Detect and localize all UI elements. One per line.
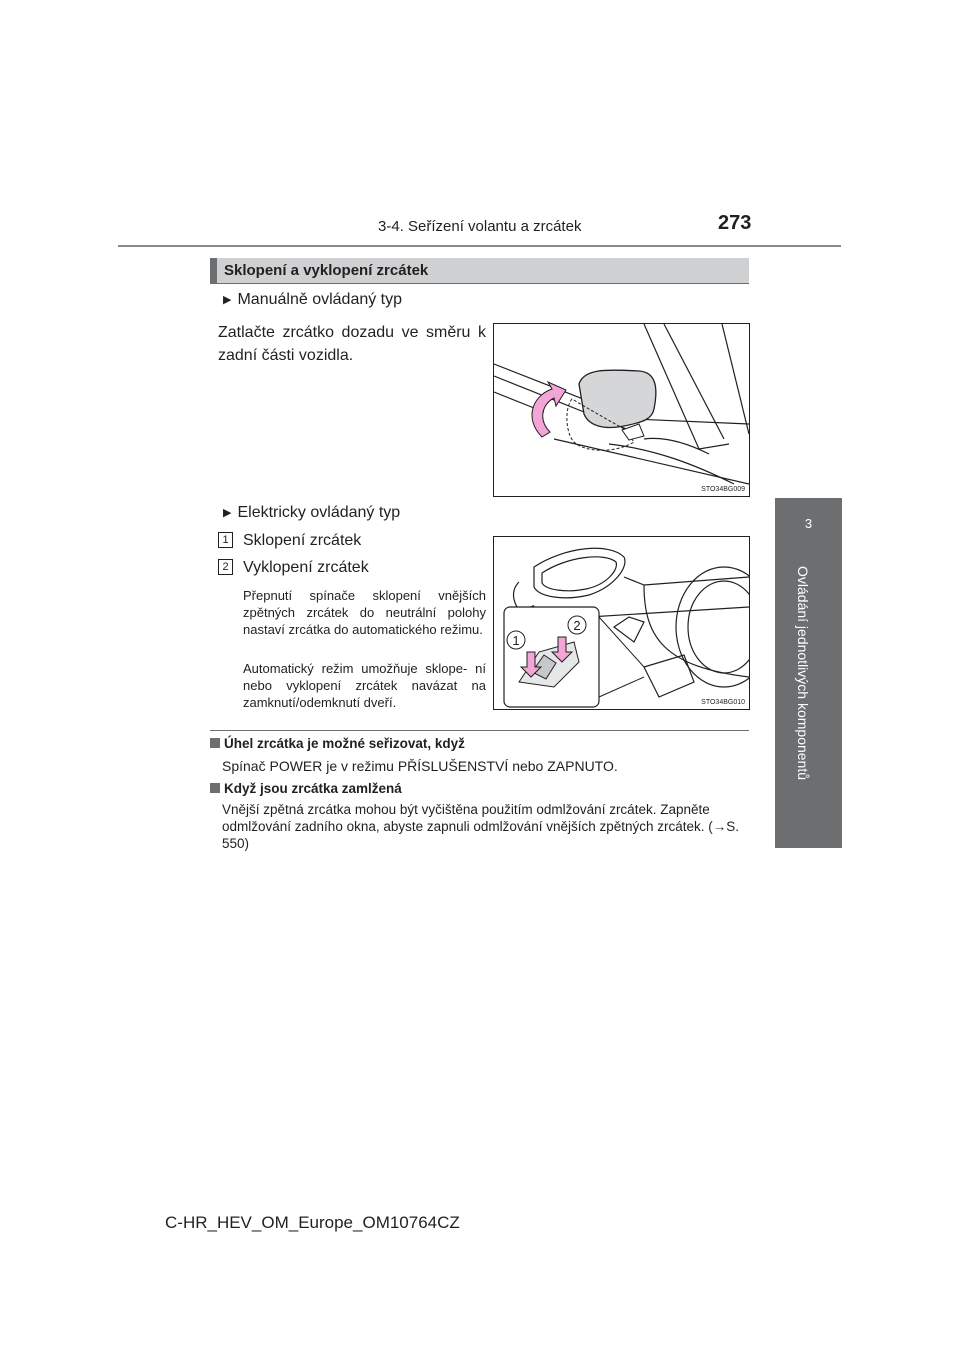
note-heading-angle-text: Úhel zrcátka je možné seřizovat, když bbox=[224, 736, 465, 751]
figure2-code: STO34BG010 bbox=[701, 699, 745, 706]
item-number-1: 1 bbox=[218, 532, 233, 548]
note-text-angle: Spínač POWER je v režimu PŘÍSLUŠENSTVÍ nebo ZAPNUTO. bbox=[222, 758, 618, 774]
section-header-bar bbox=[210, 258, 749, 283]
item-fold-mirrors bbox=[218, 532, 361, 550]
item-unfold-mirrors bbox=[218, 559, 369, 577]
chapter-title-text: Ovládání jednotlivých komponentů bbox=[795, 566, 811, 781]
footer-document-code: C-HR_HEV_OM_Europe_OM10764CZ bbox=[165, 1213, 460, 1232]
item-unfold-label: Vyklopení zrcátek bbox=[243, 559, 369, 576]
manual-mirror-illustration bbox=[494, 324, 749, 496]
note-heading-fogged-text: Když jsou zrcátka zamlžená bbox=[224, 781, 402, 796]
triangle-bullet-icon: ▶ bbox=[223, 294, 232, 306]
square-bullet-icon bbox=[210, 738, 220, 748]
figure2-callout-2: 2 bbox=[573, 618, 581, 633]
item-fold-label: Sklopení zrcátek bbox=[243, 532, 362, 549]
bullet-manual-type bbox=[223, 291, 402, 309]
note-heading-fogged bbox=[210, 781, 402, 796]
header-section-title: 3-4. Seřízení volantu a zrcátek bbox=[378, 218, 582, 235]
section-header-marker bbox=[210, 258, 217, 283]
chapter-number: 3 bbox=[804, 516, 813, 531]
neutral-position-note: Přepnutí spínače sklopení vnějších zpětných zrcátek do neutrální polohy nastaví zrcátka do automatického režimu. bbox=[243, 588, 486, 637]
bullet-electric-label: Elektricky ovládaný typ bbox=[237, 504, 401, 521]
auto-mode-note: Automatický režim umožňuje sklope- ní nebo vyklopení zrcátek navázat na zamknutí/odemknutí dveří. bbox=[243, 661, 486, 710]
header-rule bbox=[118, 245, 841, 247]
triangle-bullet-icon: ▶ bbox=[223, 507, 232, 519]
chapter-title bbox=[796, 566, 816, 836]
section-title: Sklopení a vyklopení zrcátek bbox=[224, 262, 429, 279]
note-text-fogged: Vnější zpětná zrcátka mohou být vyčištěna použitím odmlžování zrcátek. Zapněte odmlžování zadního okna, abyste zapnuli odmlžování vnějších zpětných zrcátek. (→S. 550) bbox=[222, 802, 740, 851]
bullet-electric-type bbox=[223, 504, 400, 522]
manual-instruction: Zatlačte zrcátko dozadu ve směru k zadní části vozidla. bbox=[218, 324, 486, 364]
page-number: 273 bbox=[718, 212, 752, 234]
figure-manual-mirror bbox=[493, 323, 750, 497]
note-heading-angle bbox=[210, 736, 465, 751]
bullet-manual-label: Manuálně ovládaný typ bbox=[237, 291, 403, 308]
figure-electric-mirror bbox=[493, 536, 750, 710]
item-number-2: 2 bbox=[218, 559, 233, 575]
section-header-underline bbox=[210, 283, 749, 284]
square-bullet-icon bbox=[210, 783, 220, 793]
notes-separator bbox=[210, 730, 749, 731]
electric-mirror-illustration bbox=[494, 537, 749, 709]
figure1-code: STO34BG009 bbox=[701, 486, 745, 493]
figure2-callout-1: 1 bbox=[512, 633, 520, 648]
